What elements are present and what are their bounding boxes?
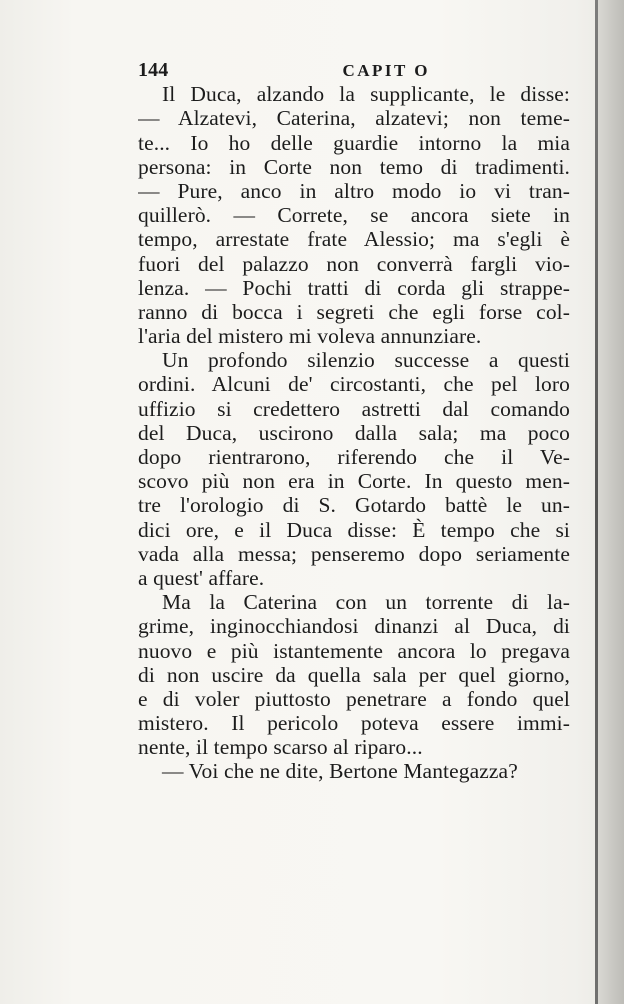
text-block <box>138 58 570 784</box>
text-line: l'aria del mistero mi voleva annunziare. <box>138 324 482 349</box>
text-line: — Voi che ne dite, Bertone Mantegazza? <box>162 759 518 784</box>
text-line: Il Duca, alzando la supplicante, le disse: <box>162 82 570 107</box>
text-line: Ma la Caterina con un torrente di la- <box>162 590 570 615</box>
text-line: Un profondo silenzio successe a questi <box>162 348 570 373</box>
body-text <box>138 82 570 783</box>
text-line: persona: in Corte non temo di tradimenti. <box>138 154 570 179</box>
text-line: dici ore, e il Duca disse: È tempo che si <box>138 517 570 542</box>
text-line: tre l'orologio di S. Gotardo battè le un- <box>138 493 570 518</box>
page-number: 144 <box>138 59 169 81</box>
text-line: — Alzatevi, Caterina, alzatevi; non teme- <box>138 106 570 131</box>
text-line: e di voler piuttosto penetrare a fondo quel <box>138 686 570 711</box>
text-line: vada alla messa; penseremo dopo seriamente <box>138 541 570 566</box>
text-line: del Duca, uscirono dalla sala; ma poco <box>138 420 570 445</box>
text-line: dopo rientrarono, riferendo che il Ve- <box>138 445 570 469</box>
text-line: quillerò. — Correte, se ancora siete in <box>138 203 570 228</box>
text-line: nuovo e più istantemente ancora lo pregava <box>138 638 570 663</box>
text-line: grime, inginocchiandosi dinanzi al Duca, di <box>138 614 570 639</box>
text-line: nente, il tempo scarso al riparo... <box>138 735 423 760</box>
text-line: lenza. — Pochi tratti di corda gli strappe- <box>138 275 570 300</box>
text-line: ranno di bocca i segreti che egli forse col- <box>138 299 570 324</box>
text-line: tempo, arrestate frate Alessio; ma s'egli è <box>138 227 570 252</box>
text-line: a quest' affare. <box>138 565 265 590</box>
text-line: ordini. Alcuni de' circostanti, che pel loro <box>138 372 570 397</box>
text-line: mistero. Il pericolo poteva essere immi- <box>138 711 570 736</box>
page-header <box>138 58 570 82</box>
text-line: di non uscire da quella sala per quel giorno, <box>138 662 570 687</box>
binding-edge <box>595 0 598 1004</box>
text-line: fuori del palazzo non converrà fargli vio- <box>138 251 570 276</box>
text-line: uffizio si credettero astretti dal comando <box>138 396 570 421</box>
binding-shadow <box>598 0 624 1004</box>
text-line: scovo più non era in Corte. In questo men- <box>138 469 570 494</box>
running-title: CAPIT O <box>342 61 430 80</box>
text-line: te... Io ho delle guardie intorno la mia <box>138 130 570 155</box>
text-line: — Pure, anco in altro modo io vi tran- <box>138 178 570 203</box>
